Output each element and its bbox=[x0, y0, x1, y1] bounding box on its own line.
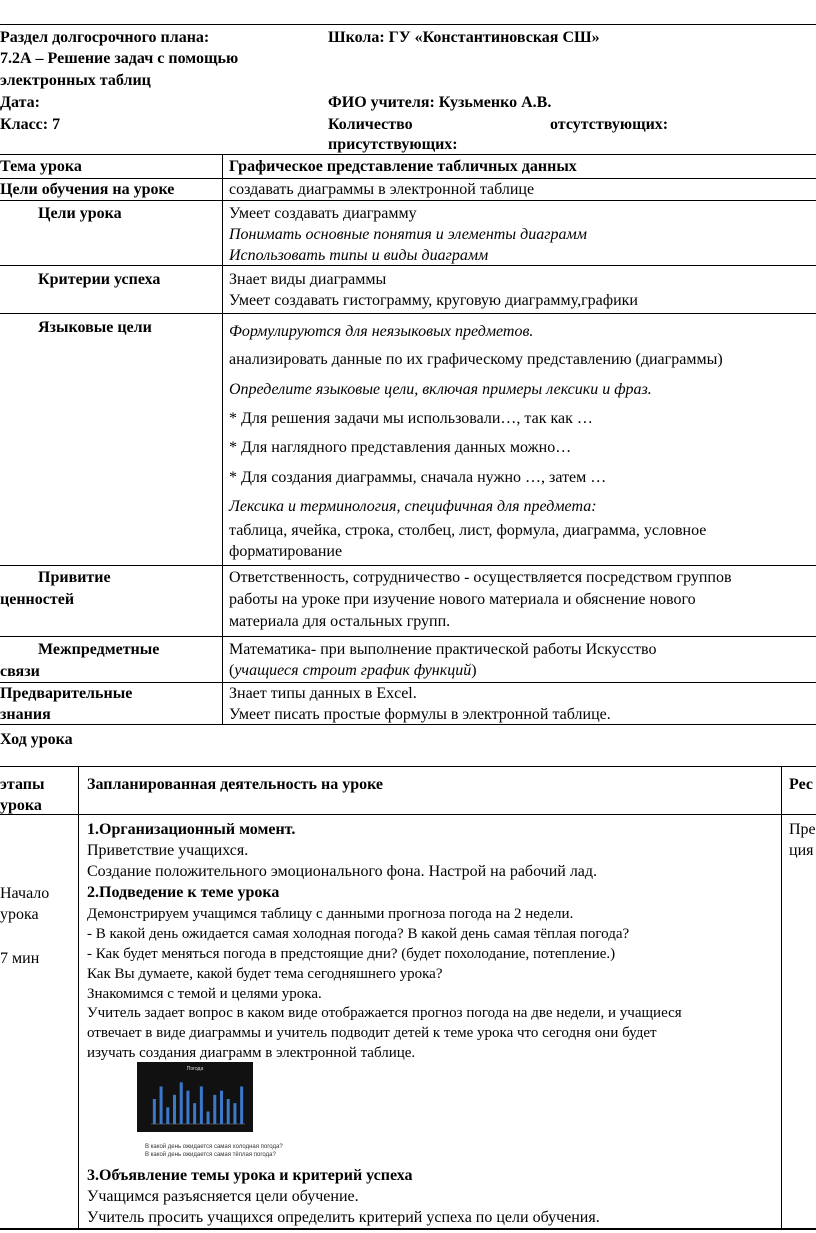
step-3-title: 3.Объявление темы урока и критерий успеха bbox=[87, 1167, 413, 1184]
step-2-line-7: отвечает в виде диаграммы и учитель подводит детей к теме урока что сегодня они будет bbox=[87, 1025, 657, 1041]
step-2-line-4: Как Вы думаете, какой будет тема сегодняшнего урока? bbox=[87, 966, 443, 982]
count-label: Количество bbox=[328, 116, 413, 133]
stage-name-2: урока bbox=[0, 906, 39, 923]
resource-2: ция bbox=[789, 842, 814, 859]
step-2-line-2: - В какой день ожидается самая холодная погода? В какой день самая тёплая погода? bbox=[87, 926, 630, 942]
activity-header: Запланированная деятельность на уроке bbox=[87, 776, 384, 793]
present-label: присутствующих: bbox=[328, 136, 458, 153]
goals-3: Использовать типы и виды диаграмм bbox=[229, 247, 489, 264]
values-label-1: Привитие bbox=[38, 569, 111, 586]
step-1-title: 1.Организационный момент. bbox=[87, 821, 296, 838]
chart-bar bbox=[200, 1087, 203, 1125]
topic-value: Графическое представление табличных данных bbox=[229, 158, 577, 175]
criteria-2: Умеет создавать гистограмму, круговую диаграмму,графики bbox=[229, 292, 638, 309]
step-2-line-1: Демонстрируем учащимся таблицу с данными прогноза погода на 2 недели. bbox=[87, 906, 574, 922]
objectives-value: создавать диаграммы в электронной таблице bbox=[229, 181, 535, 198]
chart-caption-2: В какой день ожидается самая тёплая погода? bbox=[145, 1152, 276, 1158]
cross-2-italic: учащиеся строит график функций bbox=[234, 662, 472, 679]
language-5: * Для наглядного представления данных можно… bbox=[229, 439, 572, 456]
step-3-line-2: Учитель просить учащихся определить критерий успеха по цели обучения. bbox=[87, 1209, 600, 1226]
step-2-line-8: изучать создания диаграмм в электронной таблице. bbox=[87, 1045, 416, 1061]
prior-1: Знает типы данных в Excel. bbox=[229, 685, 417, 702]
cross-2-close: ) bbox=[471, 662, 477, 679]
step-2-title: 2.Подведение к теме урока bbox=[87, 884, 280, 901]
goals-2: Понимать основные понятия и элементы диаграмм bbox=[229, 226, 587, 243]
chart-title: Погода bbox=[186, 1066, 204, 1072]
section-value-2: электронных таблиц bbox=[0, 72, 151, 89]
resource-1: Пре bbox=[789, 821, 816, 838]
values-2: работы на уроке при изучение нового материала и обяснение нового bbox=[229, 591, 696, 608]
chart-bar bbox=[193, 1103, 196, 1124]
chart-caption-1: В какой день ожидается самая холодная погода? bbox=[145, 1144, 283, 1150]
topic-label: Тема урока bbox=[0, 158, 82, 175]
cross-label-1: Межпредметные bbox=[38, 641, 160, 658]
chart-bar bbox=[240, 1087, 243, 1125]
chart-bar bbox=[153, 1099, 156, 1124]
language-7: Лексика и терминология, специфичная для предмета: bbox=[229, 498, 597, 515]
chart-bar bbox=[213, 1095, 216, 1124]
step-2-line-3: - Как будет меняться погода в предстоящие дни? (будет похолодание, потепление.) bbox=[87, 946, 616, 962]
language-9: форматирование bbox=[229, 543, 343, 560]
weather-chart bbox=[137, 1062, 253, 1132]
language-6: * Для создания диаграммы, сначала нужно …, затем … bbox=[229, 469, 607, 486]
chart-bar bbox=[220, 1091, 223, 1124]
prior-2: Умеет писать простые формулы в электронной таблице. bbox=[229, 706, 611, 723]
chart-bar bbox=[186, 1091, 189, 1124]
chart-bar bbox=[160, 1087, 163, 1125]
cross-2-open: ( bbox=[229, 662, 235, 679]
chart-bar bbox=[207, 1112, 210, 1125]
teacher: ФИО учителя: Кузьменко А.В. bbox=[328, 94, 552, 111]
goals-label: Цели урока bbox=[38, 205, 122, 222]
stage-name-1: Начало bbox=[0, 885, 50, 902]
absent-label: отсутствующих: bbox=[550, 116, 669, 133]
prior-label-2: знания bbox=[0, 706, 51, 723]
section-label: Раздел долгосрочного плана: bbox=[0, 29, 210, 46]
language-3: Определите языковые цели, включая примеры лексики и фраз. bbox=[229, 381, 652, 398]
step-1-line-1: Приветствие учащихся. bbox=[87, 842, 249, 859]
values-3: материала для остальных групп. bbox=[229, 613, 451, 630]
values-1: Ответственность, сотрудничество - осуществляется посредством группов bbox=[229, 569, 732, 586]
step-3-line-1: Учащимся разъясняется цели обучение. bbox=[87, 1188, 359, 1205]
date-label: Дата: bbox=[0, 94, 40, 111]
criteria-1: Знает виды диаграммы bbox=[229, 271, 387, 288]
language-1: Формулируются для неязыковых предметов. bbox=[229, 323, 534, 340]
stage-header-1: этапы bbox=[0, 776, 45, 793]
language-8: таблица, ячейка, строка, столбец, лист, формула, диаграмма, условное bbox=[229, 522, 707, 539]
weather-chart-svg bbox=[137, 1062, 253, 1132]
stage-header-2: урока bbox=[0, 797, 42, 814]
prior-label-1: Предварительные bbox=[0, 685, 133, 702]
cross-1: Математика- при выполнение практической работы Искусство bbox=[229, 641, 657, 658]
step-2-line-5: Знакомимся с темой и целями урока. bbox=[87, 986, 322, 1002]
chart-bar bbox=[180, 1082, 183, 1124]
criteria-label: Критерии успеха bbox=[38, 271, 161, 288]
school: Школа: ГУ «Константиновская СШ» bbox=[328, 29, 600, 46]
chart-caption bbox=[145, 1143, 283, 1159]
chart-bar bbox=[233, 1103, 236, 1124]
step-2-line-6: Учитель задает вопрос в каком виде отображается прогноз погода на две недели, и учащиеся bbox=[87, 1005, 682, 1021]
lesson-title: Ход урока bbox=[0, 731, 73, 748]
cross-label-2: связи bbox=[0, 663, 40, 680]
class-label: Класс: 7 bbox=[0, 116, 61, 133]
language-label: Языковые цели bbox=[38, 319, 152, 336]
language-4: * Для решения задачи мы использовали…, так как … bbox=[229, 410, 593, 427]
cross-2 bbox=[229, 661, 477, 681]
goals-1: Умеет создавать диаграмму bbox=[229, 205, 417, 222]
objectives-label: Цели обучения на уроке bbox=[0, 181, 175, 198]
stage-time: 7 мин bbox=[0, 950, 40, 967]
chart-bar bbox=[166, 1107, 169, 1124]
chart-bar bbox=[173, 1095, 176, 1124]
section-value-1: 7.2А – Решение задач с помощью bbox=[0, 50, 239, 67]
values-label-2: ценностей bbox=[0, 591, 75, 608]
step-1-line-2: Создание положительного эмоционального фона. Настрой на рабочий лад. bbox=[87, 863, 598, 880]
language-2: анализировать данные по их графическому представлению (диаграммы) bbox=[229, 351, 723, 368]
chart-bar bbox=[227, 1099, 230, 1124]
resources-header: Рес bbox=[789, 776, 813, 793]
